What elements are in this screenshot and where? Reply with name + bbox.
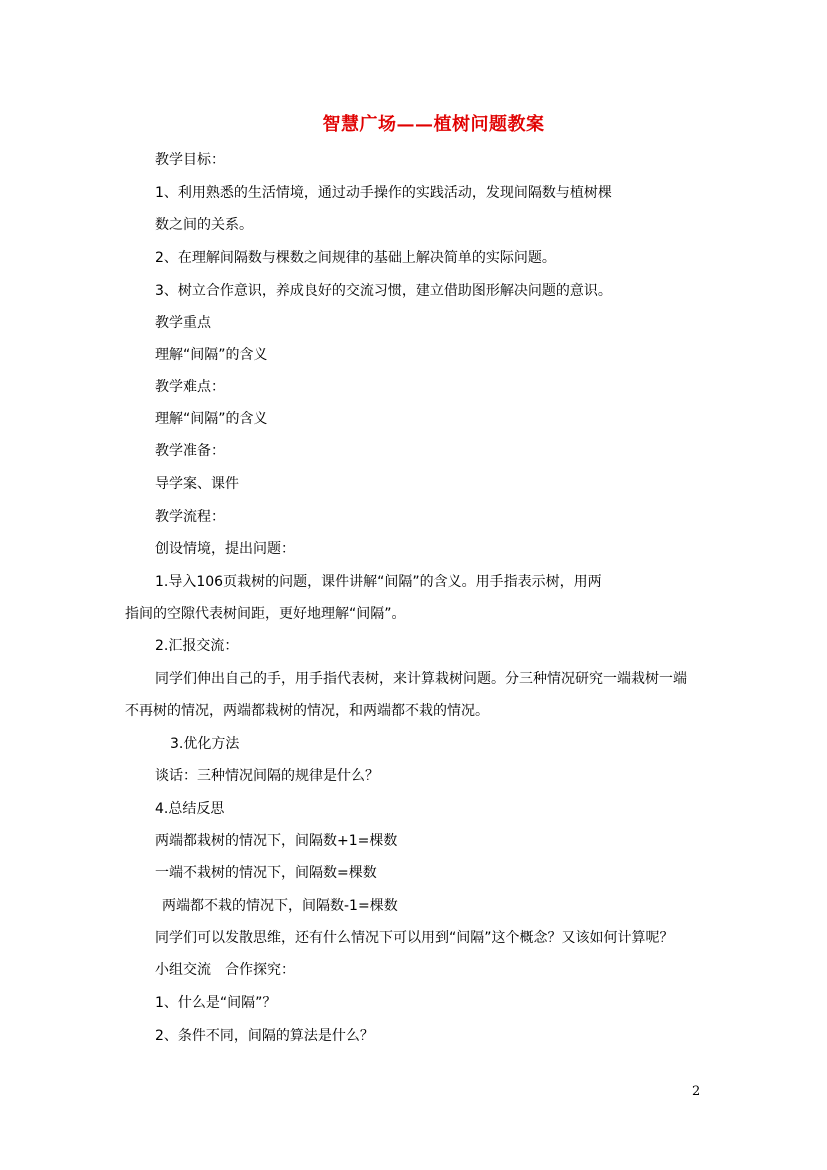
body-line: 不再树的情况，两端都栽树的情况，和两端都不栽的情况。 — [125, 703, 489, 719]
body-line: 1、利用熟悉的生活情境，通过动手操作的实践活动，发现间隔数与植树棵 — [155, 185, 612, 201]
body-line: 1、什么是“间隔”？ — [155, 995, 277, 1011]
body-line: 教学重点 — [155, 315, 211, 331]
body-line: 创设情境，提出问题： — [155, 541, 295, 557]
document-title: 智慧广场——植树问题教案 — [322, 114, 545, 135]
body-line: 教学目标： — [155, 152, 225, 168]
body-line: 两端都栽树的情况下，间隔数+1=棵数 — [155, 833, 398, 849]
body-line: 2、条件不同，间隔的算法是什么？ — [155, 1028, 374, 1044]
body-line: 1.导入106页栽树的问题，课件讲解“间隔”的含义。用手指表示树，用两 — [155, 574, 602, 590]
body-line: 指间的空隙代表树间距，更好地理解“间隔”。 — [125, 606, 406, 622]
page-number: 2 — [692, 1084, 701, 1099]
body-line: 同学们伸出自己的手，用手指代表树，来计算栽树问题。分三种情况研究一端栽树一端 — [155, 671, 687, 687]
body-line: 教学流程： — [155, 509, 225, 525]
body-line: 教学准备： — [155, 443, 225, 459]
body-line: 3.优化方法 — [170, 736, 240, 752]
body-line: 理解“间隔”的含义 — [155, 411, 268, 427]
body-line: 同学们可以发散思维，还有什么情况下可以用到“间隔”这个概念？又该如何计算呢？ — [155, 930, 674, 946]
body-line: 数之间的关系。 — [155, 217, 253, 233]
body-line: 两端都不栽的情况下，间隔数-1=棵数 — [162, 898, 398, 914]
body-line: 2.汇报交流： — [155, 638, 239, 654]
body-line: 3、树立合作意识，养成良好的交流习惯，建立借助图形解决问题的意识。 — [155, 283, 612, 299]
body-line: 谈话：三种情况间隔的规律是什么？ — [155, 768, 379, 784]
body-line: 一端不栽树的情况下，间隔数=棵数 — [155, 865, 377, 881]
body-line: 理解“间隔”的含义 — [155, 347, 268, 363]
body-line: 导学案、课件 — [155, 476, 239, 492]
body-line: 教学难点： — [155, 379, 225, 395]
body-line: 2、在理解间隔数与棵数之间规律的基础上解决简单的实际问题。 — [155, 250, 556, 266]
body-line: 4.总结反思 — [155, 801, 225, 817]
body-line: 小组交流 合作探究： — [155, 962, 295, 978]
